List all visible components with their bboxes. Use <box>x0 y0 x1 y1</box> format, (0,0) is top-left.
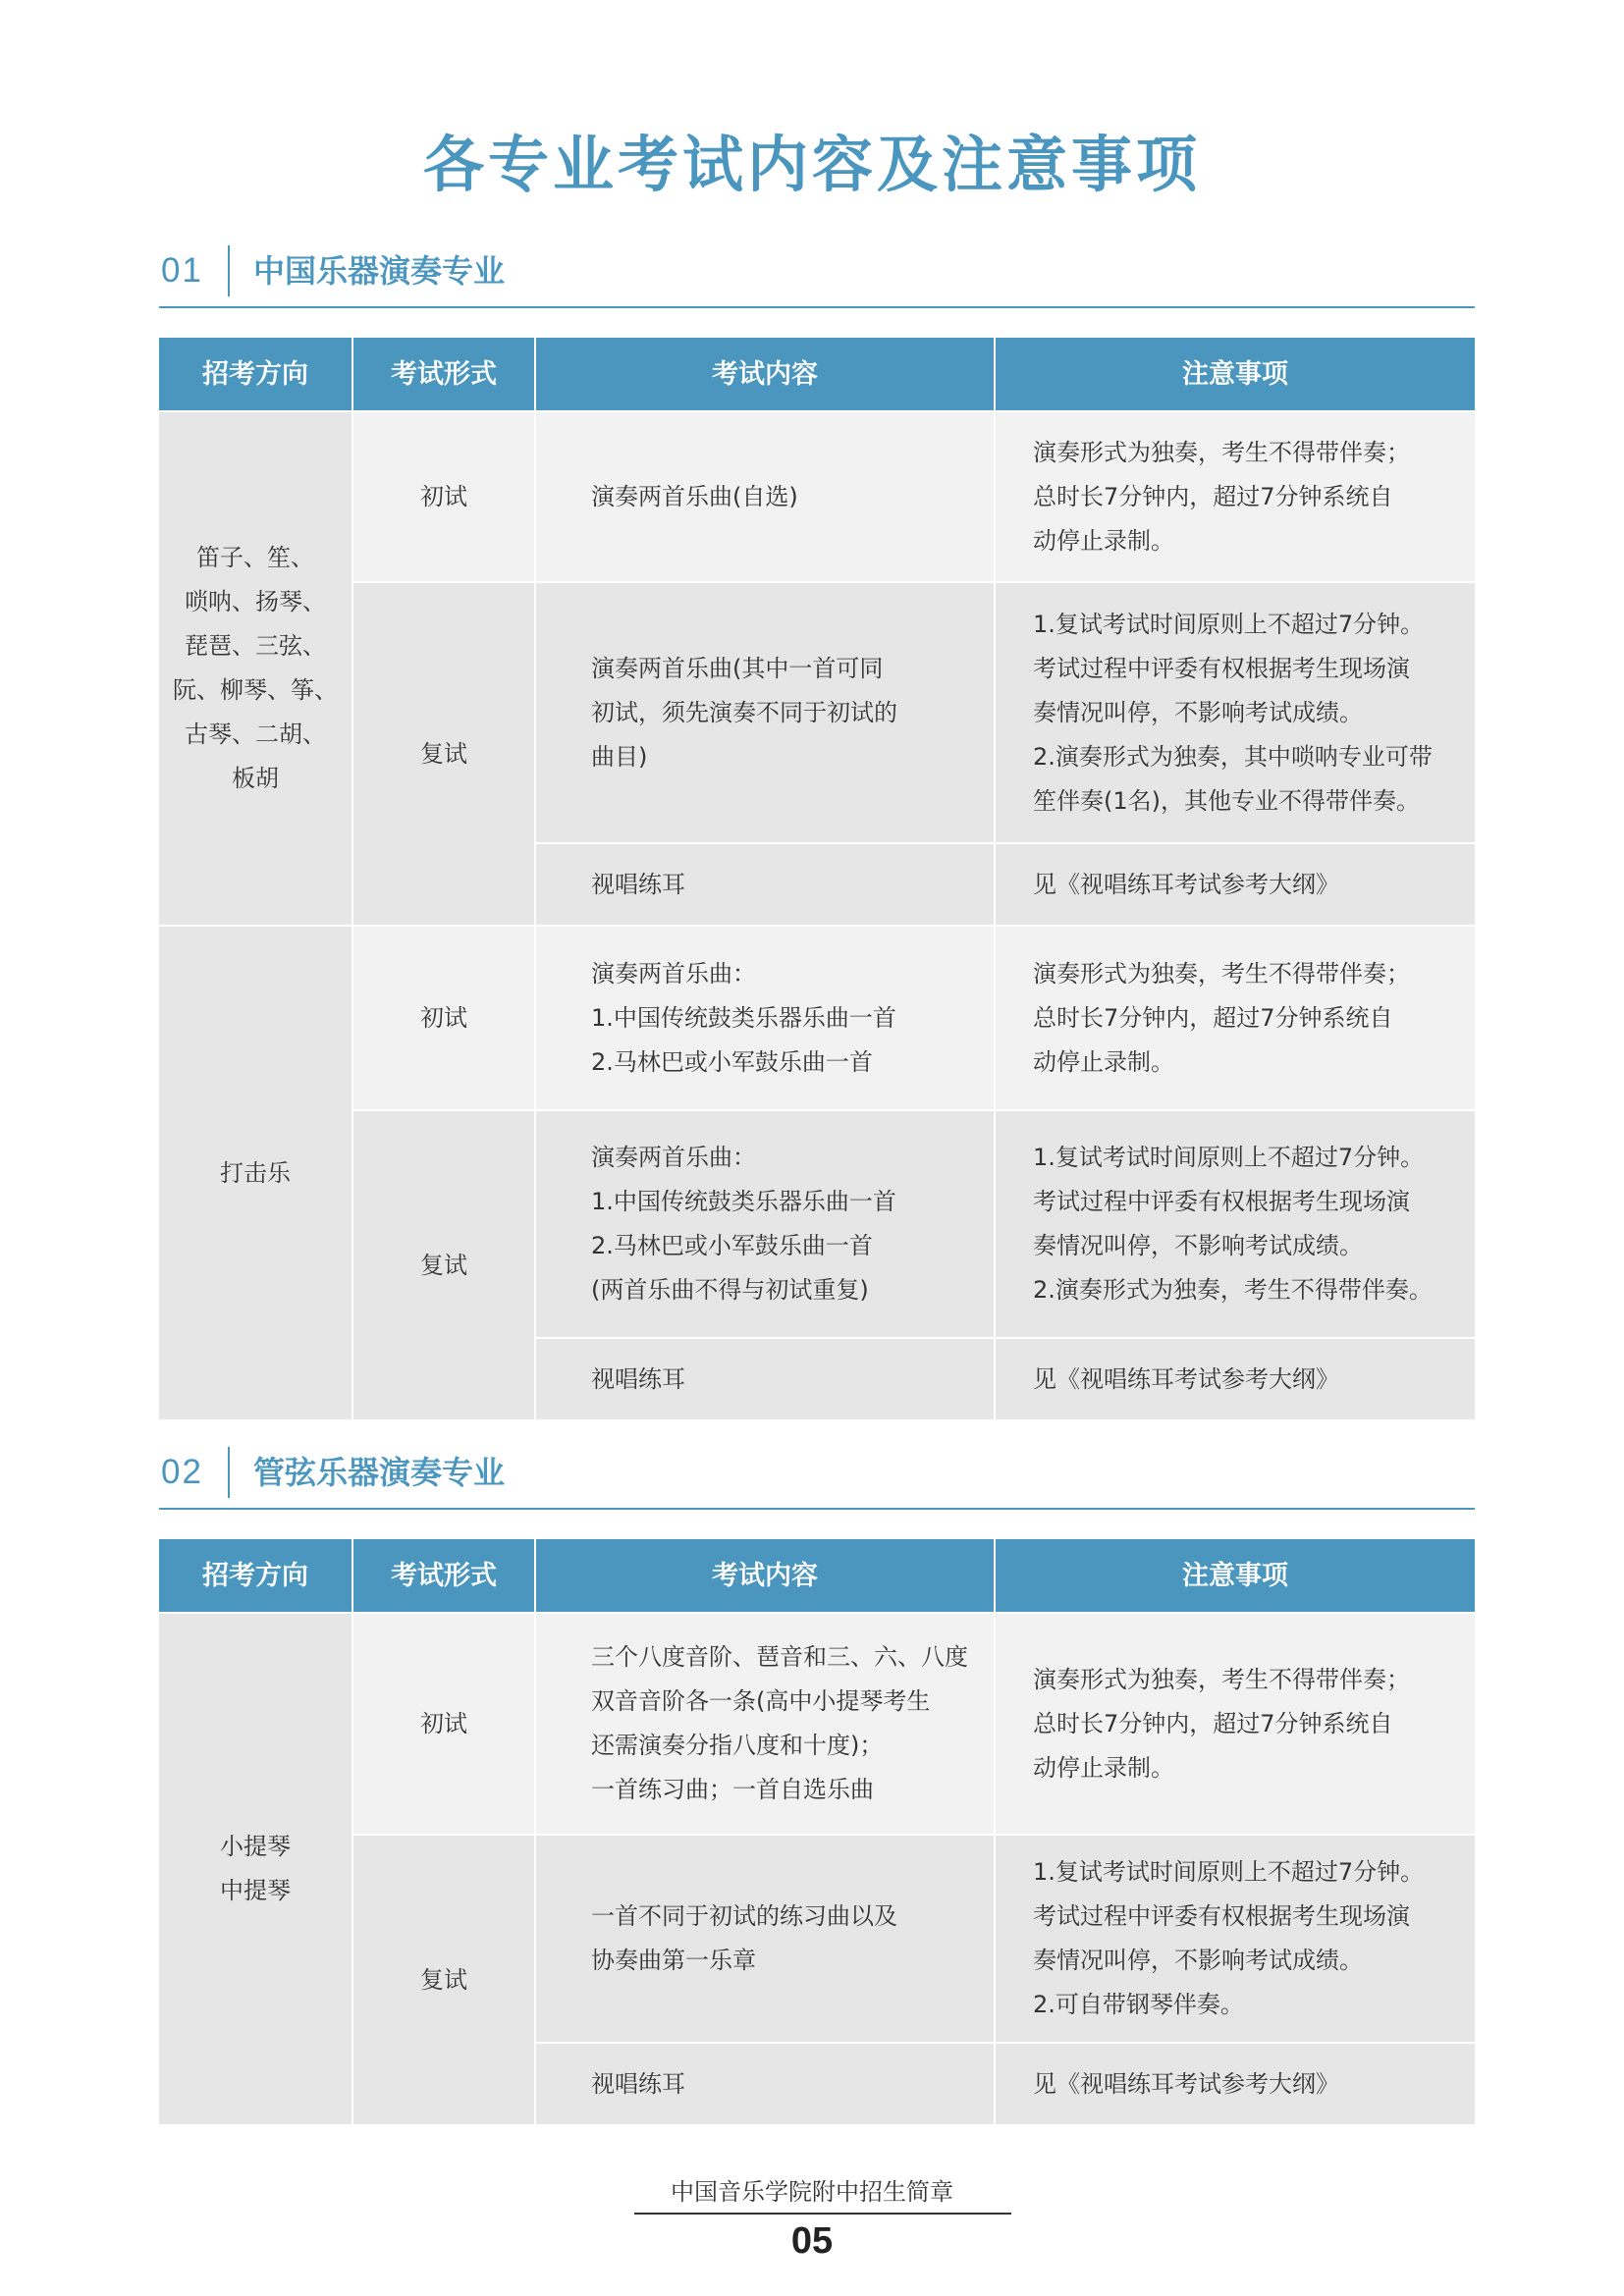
header-notes: 注意事项 <box>996 1539 1475 1612</box>
content-cell: 演奏两首乐曲： 1.中国传统鼓类乐器乐曲一首 2.马林巴或小军鼓乐曲一首 <box>536 927 994 1109</box>
section-number: 01 <box>161 245 230 296</box>
section-number: 02 <box>161 1447 230 1498</box>
form-cell: 初试 <box>353 927 534 1109</box>
form-cell: 复试 <box>353 583 534 925</box>
direction-cell: 笛子、笙、 唢呐、扬琴、 琵琶、三弦、 阮、柳琴、筝、 古琴、二胡、 板胡 <box>159 412 352 925</box>
header-form: 考试形式 <box>353 338 534 410</box>
notes-cell: 1.复试考试时间原则上不超过7分钟。 考试过程中评委有权根据考生现场演 奏情况叫停，不影响考试成绩。 2.演奏形式为独奏，考生不得带伴奏。 <box>996 1111 1475 1337</box>
notes-cell: 1.复试考试时间原则上不超过7分钟。 考试过程中评委有权根据考生现场演 奏情况叫停，不影响考试成绩。 2.可自带钢琴伴奏。 <box>996 1836 1475 2042</box>
notes-cell: 见《视唱练耳考试参考大纲》 <box>996 2044 1475 2124</box>
header-form: 考试形式 <box>353 1539 534 1612</box>
notes-cell: 演奏形式为独奏，考生不得带伴奏； 总时长7分钟内，超过7分钟系统自 动停止录制。 <box>996 412 1475 581</box>
content-cell: 演奏两首乐曲(其中一首可同 初试，须先演奏不同于初试的 曲目) <box>536 583 994 842</box>
form-cell: 复试 <box>353 1111 534 1419</box>
form-cell: 初试 <box>353 412 534 581</box>
notes-cell: 演奏形式为独奏，考生不得带伴奏； 总时长7分钟内，超过7分钟系统自 动停止录制。 <box>996 1614 1475 1834</box>
section-title: 中国乐器演奏专业 <box>253 252 506 290</box>
page-number: 05 <box>790 2220 834 2262</box>
table-section-02 <box>159 1539 1475 2124</box>
content-cell: 一首不同于初试的练习曲以及 协奏曲第一乐章 <box>536 1836 994 2042</box>
table-section-01 <box>159 338 1475 1419</box>
content-cell: 演奏两首乐曲： 1.中国传统鼓类乐器乐曲一首 2.马林巴或小军鼓乐曲一首 (两首乐曲不得与初试重复) <box>536 1111 994 1337</box>
content-cell: 演奏两首乐曲(自选) <box>536 412 994 581</box>
direction-cell: 打击乐 <box>159 927 352 1419</box>
footer-text: 中国音乐学院附中招生简章 <box>671 2178 953 2206</box>
content-cell: 视唱练耳 <box>536 844 994 925</box>
header-direction: 招考方向 <box>159 1539 352 1612</box>
notes-cell: 1.复试考试时间原则上不超过7分钟。 考试过程中评委有权根据考生现场演 奏情况叫停，不影响考试成绩。 2.演奏形式为独奏，其中唢呐专业可带 笙伴奏(1名)，其他专业不得带伴奏。 <box>996 583 1475 842</box>
notes-cell: 见《视唱练耳考试参考大纲》 <box>996 844 1475 925</box>
header-notes: 注意事项 <box>996 338 1475 410</box>
header-content: 考试内容 <box>536 1539 994 1612</box>
content-cell: 视唱练耳 <box>536 2044 994 2124</box>
notes-cell: 见《视唱练耳考试参考大纲》 <box>996 1339 1475 1419</box>
form-cell: 初试 <box>353 1614 534 1834</box>
content-cell: 三个八度音阶、琶音和三、六、八度 双音音阶各一条(高中小提琴考生 还需演奏分指八度和十度)； 一首练习曲；一首自选乐曲 <box>536 1614 994 1834</box>
section-01-header <box>159 245 1475 308</box>
content-cell: 视唱练耳 <box>536 1339 994 1419</box>
header-direction: 招考方向 <box>159 338 352 410</box>
section-02-header <box>159 1447 1475 1510</box>
section-title: 管弦乐器演奏专业 <box>253 1454 506 1491</box>
footer-divider <box>634 2213 1011 2215</box>
page-title: 各专业考试内容及注意事项 <box>422 129 1201 200</box>
header-content: 考试内容 <box>536 338 994 410</box>
notes-cell: 演奏形式为独奏，考生不得带伴奏； 总时长7分钟内，超过7分钟系统自 动停止录制。 <box>996 927 1475 1109</box>
direction-cell: 小提琴 中提琴 <box>159 1614 352 2124</box>
form-cell: 复试 <box>353 1836 534 2124</box>
